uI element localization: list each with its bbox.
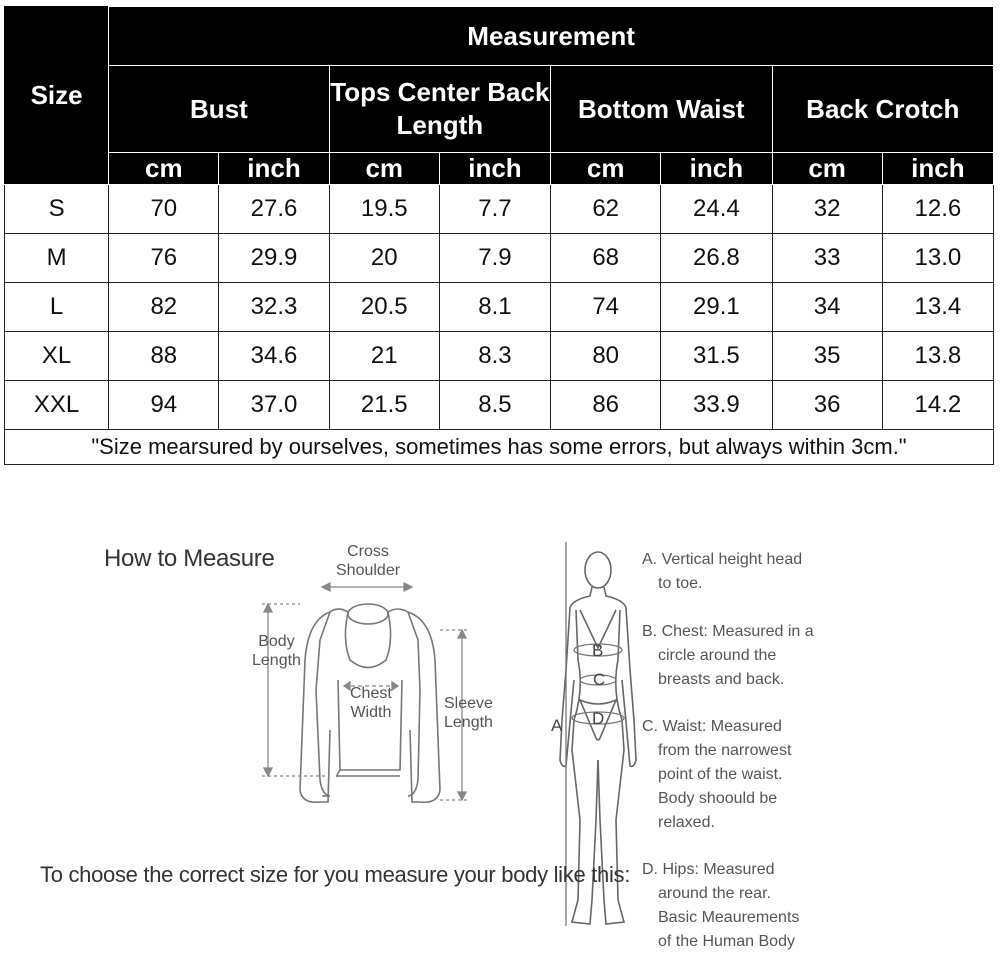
value-cell: 27.6 — [219, 185, 329, 234]
size-header: Size — [5, 7, 109, 185]
value-cell: 7.7 — [439, 185, 550, 234]
body-length-label-line: Length — [252, 652, 301, 669]
value-cell: 8.5 — [439, 381, 550, 430]
cross-shoulder-label-line: Cross — [347, 543, 389, 560]
value-cell: 34.6 — [219, 332, 329, 381]
value-cell: 13.8 — [882, 332, 993, 381]
legend-c — [642, 715, 822, 835]
legend-line: breasts and back. — [658, 671, 785, 688]
value-cell: 19.5 — [329, 185, 439, 234]
unit-header: inch — [439, 153, 550, 185]
value-cell: 29.9 — [219, 234, 329, 283]
size-chart-table — [4, 6, 994, 465]
body-length-label — [252, 632, 301, 670]
value-cell: 34 — [772, 283, 882, 332]
body-length-label-line: Body — [258, 633, 295, 650]
value-cell: 82 — [109, 283, 219, 332]
marker-b: B — [592, 641, 604, 660]
unit-header: inch — [882, 153, 993, 185]
table-row — [5, 234, 994, 283]
marker-c: C — [593, 670, 606, 689]
value-cell: 70 — [109, 185, 219, 234]
group-header-bust: Bust — [109, 66, 329, 153]
value-cell: 86 — [551, 381, 661, 430]
unit-header: inch — [219, 153, 329, 185]
marker-a: A — [551, 716, 563, 735]
value-cell: 74 — [551, 283, 661, 332]
value-cell: 7.9 — [439, 234, 550, 283]
how-to-measure-title: How to Measure — [104, 545, 275, 572]
value-cell: 21.5 — [329, 381, 439, 430]
chest-width-label-line: Width — [350, 704, 392, 721]
legend-line: C. Waist: Measured — [642, 718, 782, 735]
table-row — [5, 185, 994, 234]
value-cell: 33 — [772, 234, 882, 283]
sleeve-length-label-line: Sleeve — [444, 695, 493, 712]
value-cell: 26.8 — [661, 234, 772, 283]
marker-d: D — [592, 709, 605, 728]
measurement-note: "Size mearsured by ourselves, sometimes has some errors, but always within 3cm." — [5, 430, 994, 465]
legend-line: B. Chest: Measured in a — [642, 623, 814, 640]
legend-line: from the narrowest — [658, 742, 792, 759]
value-cell: 12.6 — [882, 185, 993, 234]
table-row — [5, 332, 994, 381]
value-cell: 32 — [772, 185, 882, 234]
legend-line: Body shoould be — [658, 790, 778, 807]
unit-header: cm — [772, 153, 882, 185]
unit-header: cm — [109, 153, 219, 185]
cross-shoulder-label — [336, 542, 400, 580]
value-cell: 20 — [329, 234, 439, 283]
value-cell: 62 — [551, 185, 661, 234]
value-cell: 36 — [772, 381, 882, 430]
table-row — [5, 381, 994, 430]
size-cell: XXL — [5, 381, 109, 430]
legend-line: around the rear. — [658, 885, 771, 902]
value-cell: 32.3 — [219, 283, 329, 332]
legend-line: point of the waist. — [658, 766, 783, 783]
value-cell: 33.9 — [661, 381, 772, 430]
value-cell: 13.4 — [882, 283, 993, 332]
measurement-header: Measurement — [109, 7, 994, 66]
size-cell: XL — [5, 332, 109, 381]
table-row — [5, 283, 994, 332]
legend-line: relaxed. — [658, 814, 715, 831]
size-cell: S — [5, 185, 109, 234]
value-cell: 31.5 — [661, 332, 772, 381]
group-header-back-length: Tops Center Back Length — [329, 66, 550, 153]
chest-width-label-line: Chest — [350, 685, 392, 702]
value-cell: 68 — [551, 234, 661, 283]
legend-a — [642, 548, 822, 596]
value-cell: 21 — [329, 332, 439, 381]
size-cell: M — [5, 234, 109, 283]
measure-illustration — [0, 490, 1000, 961]
value-cell: 29.1 — [661, 283, 772, 332]
value-cell: 94 — [109, 381, 219, 430]
legend-line: to toe. — [658, 575, 703, 592]
sleeve-length-label — [444, 694, 493, 732]
legend-line: circle around the — [658, 647, 777, 664]
unit-header: inch — [661, 153, 772, 185]
value-cell: 8.1 — [439, 283, 550, 332]
group-header-back-crotch: Back Crotch — [772, 66, 993, 153]
unit-header: cm — [551, 153, 661, 185]
value-cell: 76 — [109, 234, 219, 283]
legend-d — [642, 858, 822, 954]
legend-line: D. Hips: Measured — [642, 861, 775, 878]
value-cell: 20.5 — [329, 283, 439, 332]
unit-header: cm — [329, 153, 439, 185]
cross-shoulder-label-line: Shoulder — [336, 562, 401, 579]
value-cell: 14.2 — [882, 381, 993, 430]
choose-size-instruction: To choose the correct size for you measure your body like this: — [40, 862, 631, 887]
value-cell: 35 — [772, 332, 882, 381]
chest-width-label — [350, 684, 392, 722]
legend-b — [642, 620, 822, 692]
value-cell: 37.0 — [219, 381, 329, 430]
value-cell: 13.0 — [882, 234, 993, 283]
size-cell: L — [5, 283, 109, 332]
value-cell: 8.3 — [439, 332, 550, 381]
legend-line: A. Vertical height head — [642, 551, 803, 568]
value-cell: 24.4 — [661, 185, 772, 234]
group-header-bottom-waist: Bottom Waist — [551, 66, 772, 153]
value-cell: 88 — [109, 332, 219, 381]
value-cell: 80 — [551, 332, 661, 381]
legend-line: Basic Meaurements — [658, 909, 800, 926]
legend-line: of the Human Body — [658, 933, 795, 950]
sleeve-length-label-line: Length — [444, 714, 493, 731]
